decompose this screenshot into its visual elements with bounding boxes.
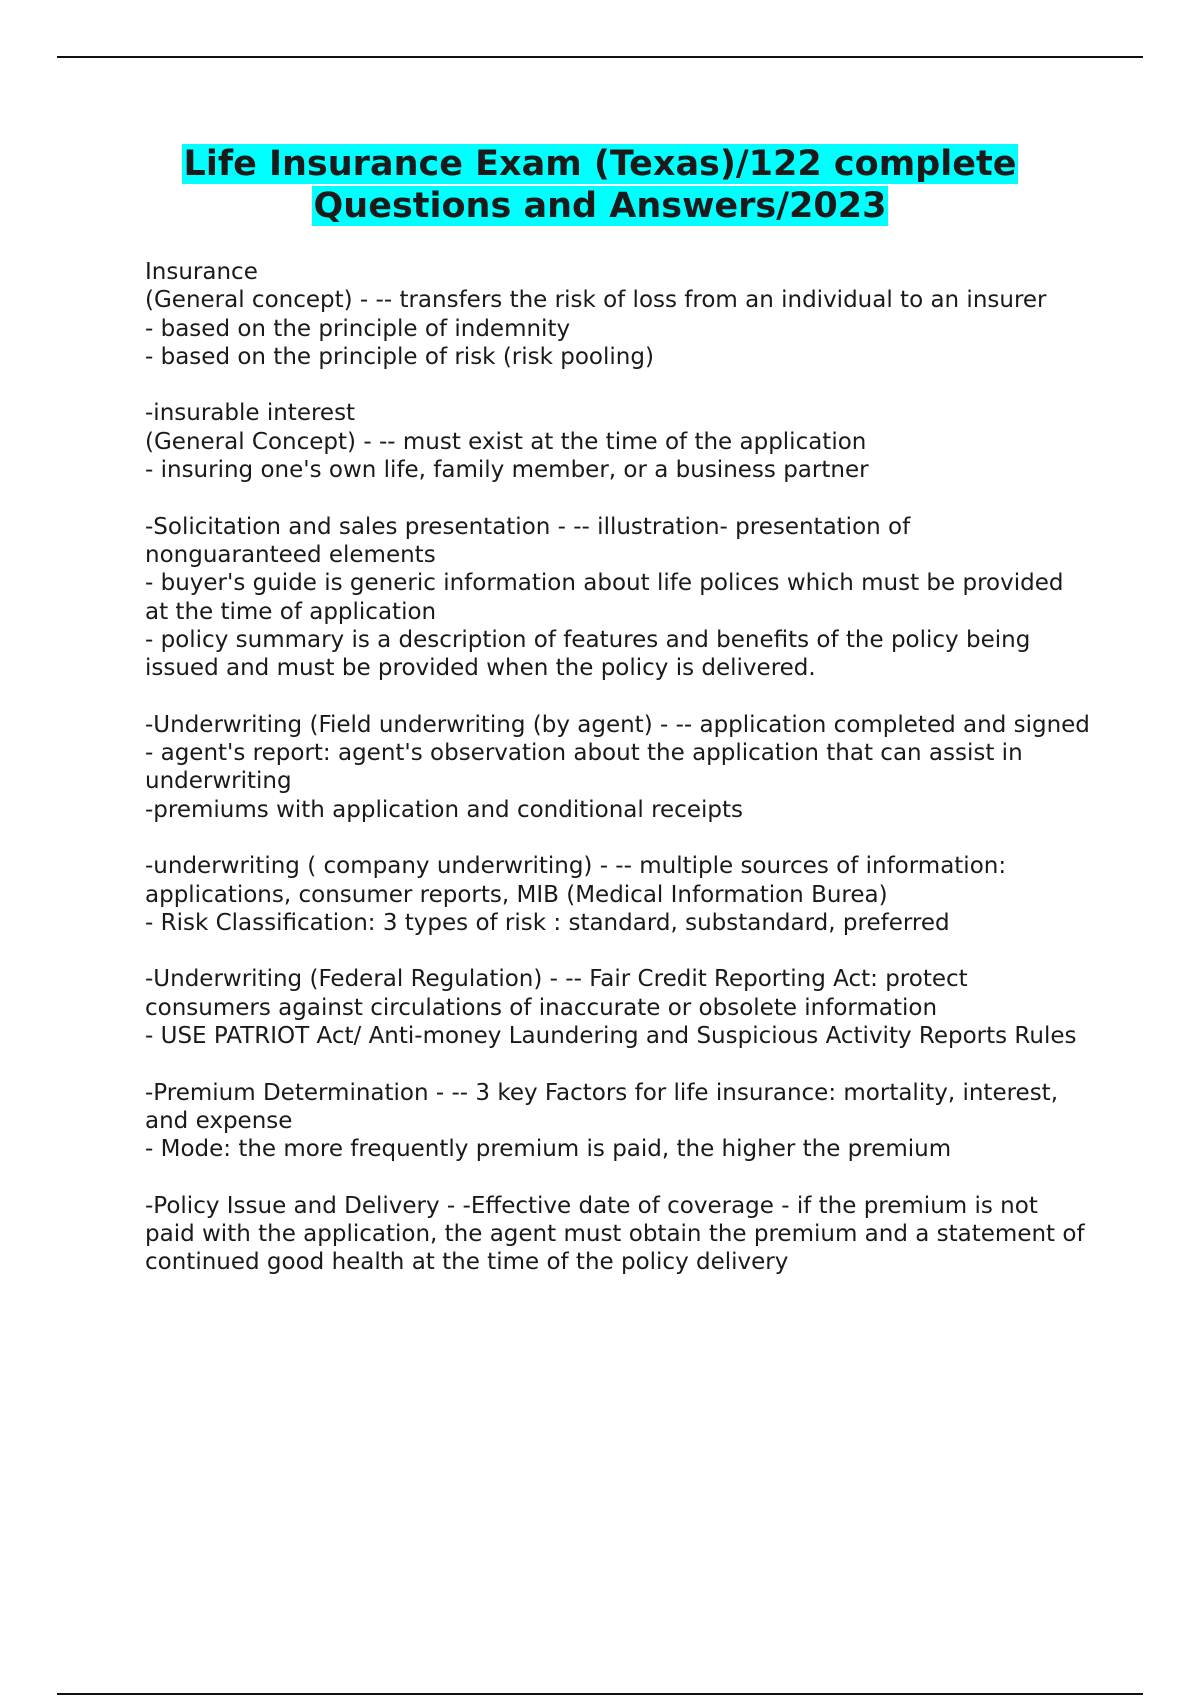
qa-entry-company-underwriting: -underwriting ( company underwriting) - -- multiple sources of information: applications, consumer reports, MIB (Medical Information Burea) - Risk Classification: 3 types of risk : standard, substandard, preferred (145, 853, 1007, 936)
qa-entry-insurable-interest: -insurable interest (General Concept) - -- must exist at the time of the application - insuring one's own life, family member, or a business partner (145, 400, 869, 484)
qa-entry-solicitation: -Solicitation and sales presentation - -- illustration- presentation of nonguaranteed elements - buyer's guide is generic information about life polices which must be provided at the time of application - policy summary is a description of features and benefits of the policy being issued and must be provided when the policy is delivered. (145, 513, 1064, 682)
top-divider (57, 56, 1143, 58)
qa-entry-federal-regulation: -Underwriting (Federal Regulation) - -- Fair Credit Reporting Act: protect consumers against circulations of inaccurate or obsolete information - USE PATRIOT Act/ Anti-money Laundering and Suspicious Activity Reports Rules (145, 966, 1077, 1050)
qa-entry-insurance: Insurance (General concept) - -- transfers the risk of loss from an individual to an insurer - based on the principle of indemnity - based on the principle of risk (risk pooling) (145, 259, 1047, 370)
page-title (0, 143, 1200, 227)
title-line-2: Questions and Answers/2023 (313, 186, 887, 226)
title-line-1: Life Insurance Exam (Texas)/122 complete (183, 144, 1017, 184)
bottom-divider (57, 1693, 1143, 1695)
qa-entry-premium-determination: -Premium Determination - -- 3 key Factors for life insurance: mortality, interest, and expense - Mode: the more frequently premium is paid, the higher the premium (145, 1079, 1059, 1163)
qa-entry-field-underwriting: -Underwriting (Field underwriting (by agent) - -- application completed and signed - agent's report: agent's observation about the application that can assist in underwriting -premiums with application and conditional receipts (145, 711, 1090, 823)
qa-entry-policy-issue: -Policy Issue and Delivery - -Effective date of coverage - if the premium is not paid with the application, the agent must obtain the premium and a statement of continued good health at the time of the policy delivery (145, 1192, 1085, 1276)
qa-content (145, 258, 1090, 1305)
